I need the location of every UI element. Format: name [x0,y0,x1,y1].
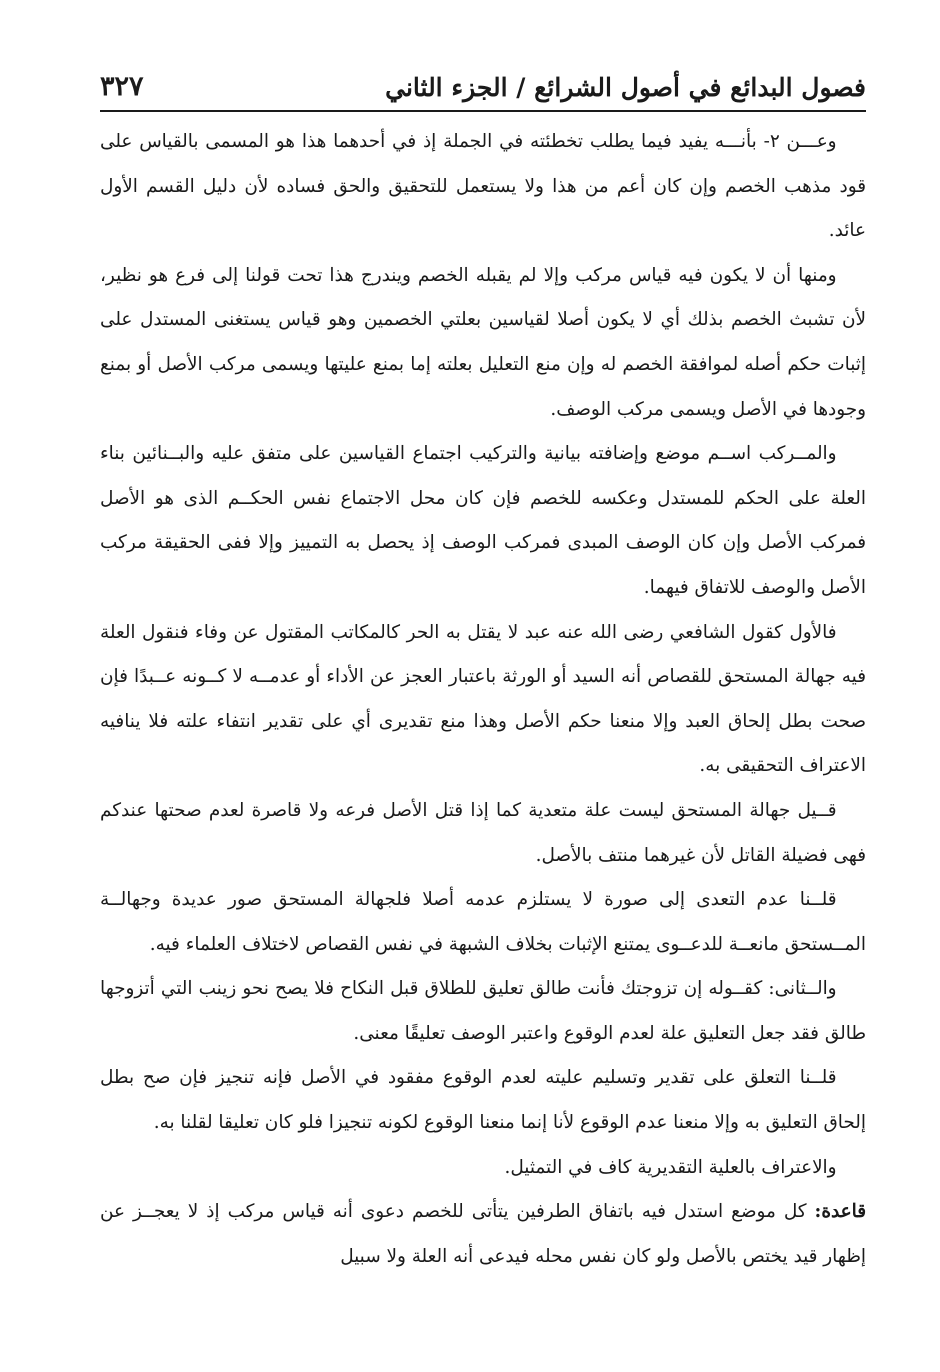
paragraph-rule: قاعدة: كل موضع استدل فيه باتفاق الطرفين يتأتى للخصم دعوى أنه قياس مركب إذ لا يعجــز عن إظهار قيد يختص بالأصل ولو كان نفس محله فيدعى أنه العلة ولا سبيل [100,1201,866,1267]
paragraph: وعـــن ٢- بأنـــه يفيد فيما يطلب تخطئته في الجملة إذ في أحدهما هذا هو المسمى بالقياس على قود مذهب الخصم وإن كان أعم من هذا ولا يستعمل للتحقيق والحق فساده لأن دليل القسم الأول عائد. [100,131,866,242]
rule-label: قاعدة: [814,1201,866,1223]
paragraph: والاعتراف بالعلية التقديرية كاف في التمثيل. [504,1156,837,1178]
body-text [100,120,866,1279]
paragraph: فالأول كقول الشافعي رضى الله عنه عبد لا يقتل به الحر كالمكاتب المقتول عن وفاء فنقول العلة فيه جهالة المستحق للقصاص أنه السيد أو الورثة باعتبار العجز عن الأداء أو عدمــه لا كــونه عــبدًا فإن صحت بطل إلحاق العبد وإلا منعنا حكم الأصل وهذا منع تقديرى أي على تقدير انتفاء علته فلا ينافيه الاعتراف التحقيقى به. [100,621,866,777]
paragraph: والــثانى: كقــوله إن تزوجتك فأنت طالق تعليق للطلاق قبل النكاح فلا يصح نحو زينب التي أتزوجها طالق فقد جعل التعليق علة لعدم الوقوع واعتبر الوصف تعليقًا معنى. [100,978,866,1044]
page-header [100,52,866,102]
paragraph: ومنها أن لا يكون فيه قياس مركب وإلا لم يقبله الخصم ويندرج هذا تحت قولنا إلى فرع هو نظير، لأن تشبث الخصم بذلك أي لا يكون أصلا لقياسين بعلتي الخصمين وهو قياس يستغنى المستدل على إثبات حكم أصله لموافقة الخصم له وإن منع التعليل بعلته إما بمنع عليتها ويسمى مركب الأصل أو بمنع وجودها في الأصل ويسمى مركب الوصف. [100,264,866,420]
paragraph: والمــركب اســم موضع وإضافته بيانية والتركيب اجتماع القياسين على متفق عليه والبــنائين بناء العلة على الحكم للمستدل وعكسه للخصم فإن كان محل الاجتماع نفس الحكــم الذى هو الأصل فمركب الأصل وإن كان الوصف المبدى فمركب الوصف إذ يحصل به التمييز وإلا ففى الحقيقة مركب الأصل والوصف للاتفاق فيهما. [100,443,866,598]
header-rule [100,110,866,112]
running-title: فصول البدائع في أصول الشرائع / الجزء الثاني [385,73,866,102]
paragraph: قــيل جهالة المستحق ليست علة متعدية كما إذا قتل الأصل فرعه ولا قاصرة لعدم صحتها عندكم فهى فضيلة القاتل لأن غيرهما منتف بالأصل. [100,799,866,866]
paragraph: قلــنا عدم التعدى إلى صورة لا يستلزم عدمه أصلا فلجهالة المستحق صور عديدة وجهالــة المــستحق مانعــة للدعــوى يمتنع الإثبات بخلاف الشبهة في نفس القصاص لاختلاف العلماء فيه. [100,889,866,955]
page-number: ٣٢٧ [100,71,144,102]
paragraph: قلــنا التعلق على تقدير وتسليم عليته لعدم الوقوع مفقود في الأصل فإنه تنجيز فإن صح بطل إلحاق التعليق به وإلا منعنا عدم الوقوع لأنا إنما منعنا الوقوع لكونه تنجيزا فلو كان تعليقا لقلنا به. [100,1067,866,1134]
